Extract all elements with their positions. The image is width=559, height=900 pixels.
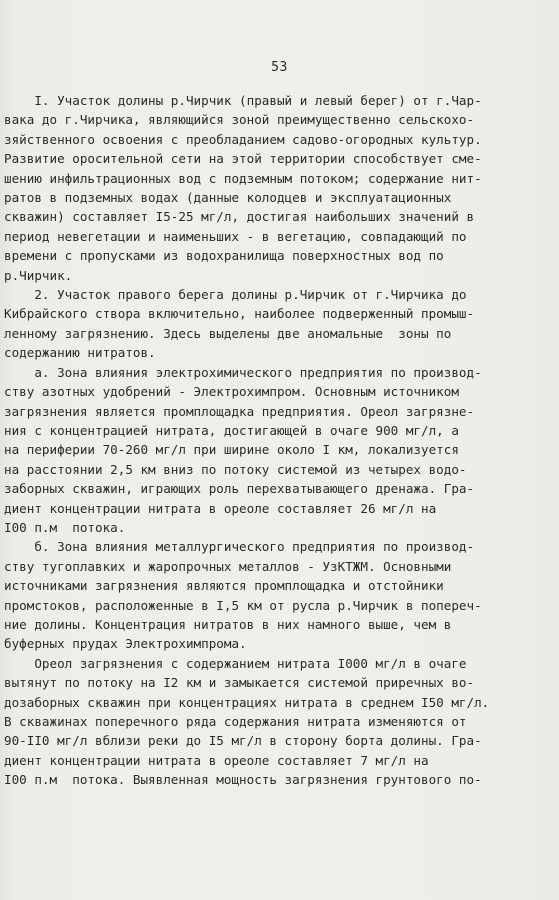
text-line: промстоков, расположенные в I,5 км от русла р.Чирчик в попереч- <box>4 597 482 613</box>
text-line: ству азотных удобрений - Электрохимпром. Основным источником <box>4 384 459 400</box>
text-line: на периферии 70-260 мг/л при ширине около I км, локализуется <box>4 442 459 458</box>
text-line: I00 п.м потока. Выявленная мощность загрязнения грунтового по- <box>4 772 482 788</box>
text-line: а. Зона влияния электрохимического предприятия по производ- <box>4 364 482 380</box>
text-line: I. Участок долины р.Чирчик (правый и левый берег) от г.Чар- <box>4 93 482 108</box>
text-line: Ореол загрязнения с содержанием нитрата I000 мг/л в очаге <box>4 655 467 671</box>
text-line: ратов в подземных водах (данные колодцев и эксплуатационных <box>4 190 452 206</box>
text-line: период невегетации и наименьших - в вегетацию, совпадающий по <box>4 228 467 244</box>
text-line: буферных прудах Электрохимпрома. <box>4 636 247 652</box>
text-line: Развитие оросительной сети на этой территории способствует сме- <box>4 151 482 167</box>
text-line: вака до г.Чирчика, являющийся зоной преимущественно сельскохо- <box>4 112 475 128</box>
text-line: 90-II0 мг/л вблизи реки до I5 мг/л в сторону борта долины. Гра- <box>4 733 482 749</box>
text-line: б. Зона влияния металлургического предприятия по производ- <box>4 539 475 555</box>
page-number: 53 <box>271 60 288 75</box>
text-line: зяйственного освоения с преобладанием садово-огородных культур. <box>4 131 482 147</box>
text-line: Кибрайского створа включительно, наиболее подверженный промыш- <box>4 306 475 322</box>
text-line: вытянут по потоку на I2 км и замыкается системой приречных во- <box>4 675 475 691</box>
text-line: содержанию нитратов. <box>4 345 156 361</box>
text-line: 2. Участок правого берега долины р.Чирчик от г.Чирчика до <box>4 287 467 303</box>
text-line: ние долины. Концентрация нитратов в них намного выше, чем в <box>4 616 452 632</box>
text-line: источниками загрязнения являются промплощадка и отстойники <box>4 578 444 594</box>
text-line: на расстоянии 2,5 км вниз по потоку системой из четырех водо- <box>4 461 467 477</box>
text-line: В скважинах поперечного ряда содержания нитрата изменяются от <box>4 714 467 729</box>
body-text <box>4 91 532 790</box>
text-line: I00 п.м потока. <box>4 519 126 535</box>
text-line: ленному загрязнению. Здесь выделены две аномальные зоны по <box>4 325 452 341</box>
text-line: диент концентрации нитрата в ореоле составляет 26 мг/л на <box>4 500 437 516</box>
text-line: времени с пропусками из водохранилища поверхностных вод по <box>4 248 444 264</box>
text-line: ния с концентрацией нитрата, достигающей в очаге 900 мг/л, а <box>4 422 459 438</box>
text-line: р.Чирчик. <box>4 267 73 283</box>
text-line: шению инфильтрационных вод с подземным потоком; содержание нит- <box>4 170 482 186</box>
text-line: загрязнения является промплощадка предприятия. Ореол загрязне- <box>4 403 475 419</box>
text-line: скважин) составляет I5-25 мг/л, достигая наибольших значений в <box>4 209 475 225</box>
text-line: ству тугоплавких и жаропрочных металлов - УзКТЖМ. Основными <box>4 558 452 574</box>
text-line: дозаборных скважин при концентрациях нитрата в среднем I50 мг/л. <box>4 694 490 710</box>
text-line: диент концентрации нитрата в ореоле составляет 7 мг/л на <box>4 752 429 768</box>
text-line: заборных скважин, играющих роль перехватывающего дренажа. Гра- <box>4 481 475 497</box>
